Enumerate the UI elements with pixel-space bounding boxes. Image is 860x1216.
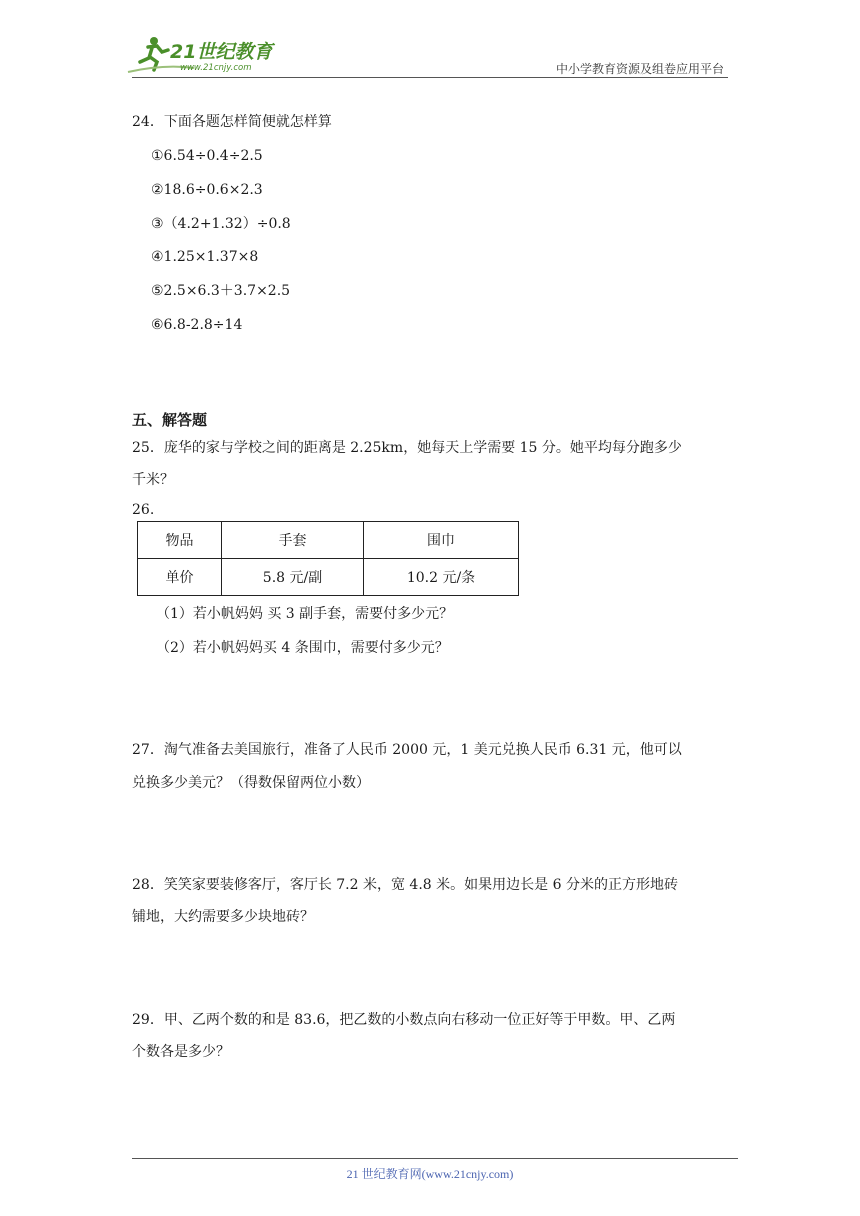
platform-name: 中小学教育资源及组卷应用平台 — [555, 62, 724, 76]
price-table — [137, 521, 519, 596]
q24-item-1: ①6.54÷0.4÷2.5 — [151, 148, 263, 164]
q27-line-1: 27．淘气准备去美国旅行，准备了人民币 2000 元，1 美元兑换人民币 6.31 元，他可以 — [132, 742, 682, 758]
footer-link[interactable]: 21 世纪教育网(www.21cnjy.com) — [346, 1167, 514, 1181]
q27-line-2: 兑换多少美元？（得数保留两位小数） — [132, 775, 370, 791]
q24-item-6: ⑥6.8-2.8÷14 — [151, 317, 243, 333]
q25-line-1: 25．庞华的家与学校之间的距离是 2.25km，她每天上学需要 15 分。她平均每分跑多少 — [132, 440, 682, 456]
table-cell: 5.8 元/副 — [222, 559, 364, 596]
q25-line-2: 千米？ — [132, 472, 174, 488]
q26-number: 26. — [132, 502, 155, 518]
q28-line-1: 28．笑笑家要装修客厅，客厅长 7.2 米，宽 4.8 米。如果用边长是 6 分米的正方形地砖 — [132, 877, 678, 893]
header-divider — [132, 77, 728, 78]
table-row — [138, 559, 519, 596]
runner-logo-icon — [124, 34, 294, 76]
table-header-cell: 围巾 — [364, 522, 519, 559]
table-row — [138, 522, 519, 559]
q24-item-5: ⑤2.5×6.3＋3.7×2.5 — [151, 283, 291, 299]
q26-sub-2: （2）若小帆妈妈买 4 条围巾，需要付多少元？ — [156, 640, 449, 656]
q26-sub-1: （1）若小帆妈妈 买 3 副手套，需要付多少元？ — [156, 606, 454, 622]
q29-line-1: 29．甲、乙两个数的和是 83.6，把乙数的小数点向右移动一位正好等于甲数。甲、乙两 — [132, 1012, 676, 1028]
logo-text: 21世纪教育 — [170, 41, 273, 63]
section-title: 五、解答题 — [132, 411, 208, 429]
q29-line-2: 个数各是多少？ — [132, 1044, 230, 1060]
q28-line-2: 铺地，大约需要多少块地砖？ — [132, 909, 314, 925]
table-header-cell: 物品 — [138, 522, 222, 559]
table-cell: 10.2 元/条 — [364, 559, 519, 596]
q24-title: 24．下面各题怎样简便就怎样算 — [132, 114, 332, 130]
table-cell: 单价 — [138, 559, 222, 596]
site-logo — [124, 34, 294, 76]
logo-url: www.21cnjy.com — [180, 63, 252, 73]
table-header-cell: 手套 — [222, 522, 364, 559]
q24-item-2: ②18.6÷0.6×2.3 — [151, 182, 263, 198]
footer-divider — [132, 1158, 738, 1159]
q24-item-3: ③（4.2+1.32）÷0.8 — [151, 216, 291, 232]
q24-item-4: ④1.25×1.37×8 — [151, 249, 259, 265]
